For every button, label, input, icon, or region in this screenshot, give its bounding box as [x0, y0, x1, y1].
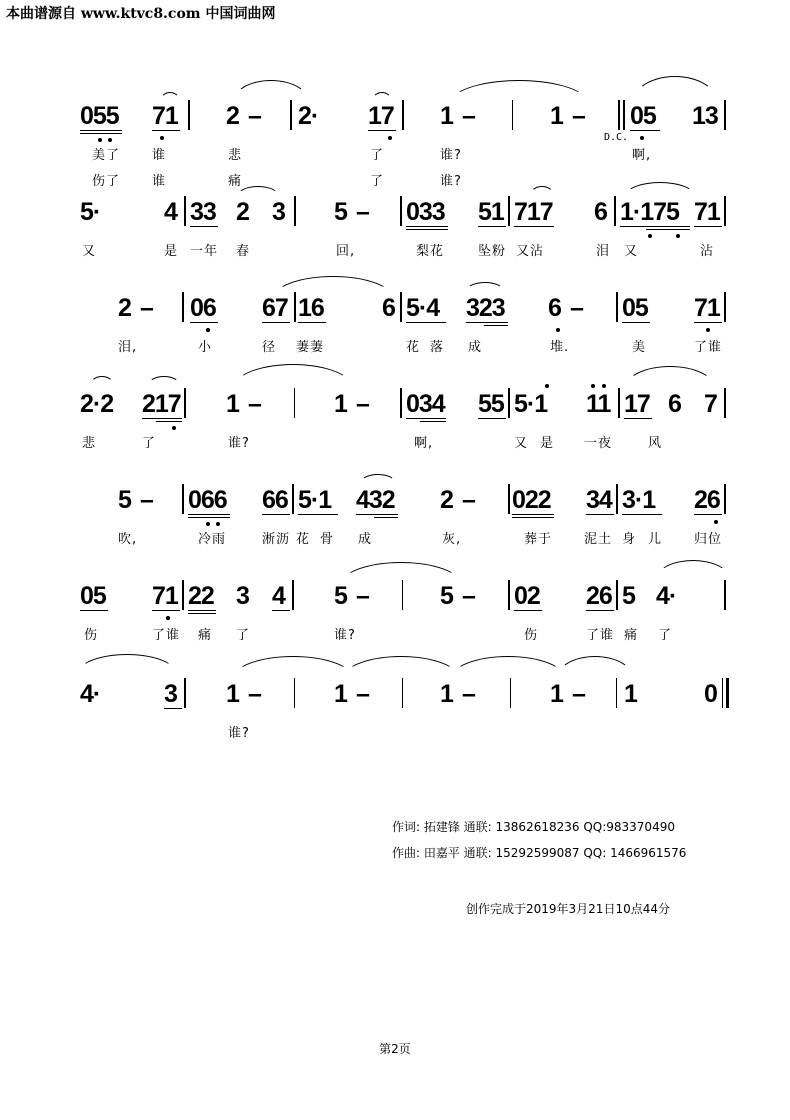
lyric: 谁? [228, 436, 250, 451]
note: 71 [152, 102, 178, 130]
final-barline [726, 678, 729, 708]
lyric: 又 [624, 244, 639, 259]
lyric: 花 [406, 340, 421, 355]
lyric: 泪, [118, 340, 138, 355]
barline [618, 388, 620, 418]
barline [182, 580, 184, 610]
barline [294, 678, 295, 708]
note: 1 [550, 680, 563, 708]
note: 67 [262, 294, 288, 322]
lyric: 是 [164, 244, 179, 259]
lyric: 春 [236, 244, 251, 259]
note: 17 [368, 102, 394, 130]
note: – [356, 582, 369, 610]
note: 066 [188, 486, 227, 514]
note: 6 [548, 294, 561, 322]
lyric: 谁? [440, 148, 462, 163]
note: 6 [594, 198, 607, 226]
note: – [462, 102, 475, 130]
lyric: 花 [296, 532, 311, 547]
note: 66 [262, 486, 288, 514]
barline [614, 196, 616, 226]
note: – [572, 102, 585, 130]
note: 3·1 [622, 486, 656, 514]
barline [724, 388, 726, 418]
note: 51 [478, 198, 504, 226]
note: 06 [190, 294, 216, 322]
barline [182, 484, 184, 514]
barline [400, 388, 402, 418]
score-system-2 [0, 180, 790, 280]
note: 4· [80, 680, 101, 708]
lyric: 萋萋 [296, 340, 325, 355]
barline [616, 580, 618, 610]
barline [512, 100, 513, 130]
note: 5 [334, 582, 347, 610]
note: – [462, 486, 475, 514]
lyric: 骨 [320, 532, 335, 547]
lyric: 吹, [118, 532, 138, 547]
lyric: 谁? [440, 174, 462, 189]
lyric: 痛 [228, 174, 243, 189]
barline [724, 196, 726, 226]
source-header: 本曲谱源自 www.ktvc8.com 中国词曲网 [6, 6, 276, 22]
note: 717 [514, 198, 553, 226]
lyric: 又沾 [516, 244, 545, 259]
barline [292, 484, 294, 514]
note: 1 [226, 390, 239, 418]
note: – [570, 294, 583, 322]
note: – [248, 102, 261, 130]
lyric: 了谁 [152, 628, 181, 643]
note: 1 [550, 102, 563, 130]
note: 5 [622, 582, 635, 610]
note: 2 [440, 486, 453, 514]
note: 4 [164, 198, 177, 226]
lyric: 冷雨 [198, 532, 227, 547]
note: 5·1 [514, 390, 548, 418]
barline [508, 388, 510, 418]
note: 2 [118, 294, 131, 322]
lyric: 葬于 [524, 532, 553, 547]
barline [508, 484, 510, 514]
note: 1 [334, 390, 347, 418]
note: 7 [704, 390, 717, 418]
note: 5· [80, 198, 101, 226]
note: 34 [586, 486, 612, 514]
note: 1 [226, 680, 239, 708]
lyric: 了 [370, 148, 385, 163]
lyric: 悲 [82, 436, 97, 451]
lyric: 伤 [524, 628, 539, 643]
note: 26 [586, 582, 612, 610]
note: 5·1 [298, 486, 332, 514]
note: 2 [226, 102, 239, 130]
barline [402, 100, 404, 130]
lyric: 小 [198, 340, 213, 355]
note: 0 [704, 680, 717, 708]
note: 22 [188, 582, 214, 610]
barline [724, 580, 726, 610]
note: 05 [622, 294, 648, 322]
barline [292, 580, 294, 610]
note: 02 [514, 582, 540, 610]
lyric: 径 [262, 340, 277, 355]
lyric: 回, [336, 244, 356, 259]
lyric: 了 [236, 628, 251, 643]
lyric: 灰, [442, 532, 462, 547]
repeat-barline [618, 100, 620, 130]
note: 4· [656, 582, 677, 610]
lyric: 谁 [152, 174, 167, 189]
note: 6 [668, 390, 681, 418]
lyric: 美 [632, 340, 647, 355]
lyric: 归位 [694, 532, 723, 547]
note: 033 [406, 198, 445, 226]
final-barline [722, 678, 723, 708]
note: 3 [236, 582, 249, 610]
note: 71 [152, 582, 178, 610]
lyric: 美了 [92, 148, 121, 163]
note: 1 [624, 680, 637, 708]
completion-date: 创作完成于2019年3月21日10点44分 [466, 902, 670, 916]
barline [724, 484, 726, 514]
barline [616, 484, 618, 514]
note: 17 [624, 390, 650, 418]
composer-credit: 作曲: 田嘉平 通联: 15292599087 QQ: 1466961576 [392, 846, 687, 860]
barline [402, 678, 403, 708]
lyric: 痛 [198, 628, 213, 643]
barline [616, 292, 618, 322]
barline [510, 678, 511, 708]
lyric: 了 [370, 174, 385, 189]
note: 5·4 [406, 294, 440, 322]
note: 71 [694, 294, 720, 322]
note: 13 [692, 102, 718, 130]
note: – [140, 294, 153, 322]
note: 1 [440, 680, 453, 708]
barline [184, 388, 186, 418]
barline [724, 292, 726, 322]
lyricist-credit: 作词: 拓建锋 通联: 13862618236 QQ:983370490 [392, 820, 675, 834]
barline [188, 100, 190, 130]
note: 432 [356, 486, 395, 514]
note: – [248, 680, 261, 708]
note: 4 [272, 582, 285, 610]
note: 6 [382, 294, 395, 322]
barline [294, 196, 296, 226]
barline [184, 678, 186, 708]
note: 55 [478, 390, 504, 418]
note: 05 [80, 582, 106, 610]
lyric: 痛 [624, 628, 639, 643]
lyric: 一年 [190, 244, 219, 259]
note: 26 [694, 486, 720, 514]
barline [294, 388, 295, 418]
note: 33 [190, 198, 216, 226]
note: 2 [236, 198, 249, 226]
dc-marking: D.C. [604, 132, 629, 143]
barline [294, 292, 296, 322]
lyric: 伤 [84, 628, 99, 643]
note: – [462, 582, 475, 610]
note: 022 [512, 486, 551, 514]
barline [290, 100, 292, 130]
note: 16 [298, 294, 324, 322]
barline [400, 292, 402, 322]
lyric: 泥土 [584, 532, 613, 547]
note: – [248, 390, 261, 418]
note: 3 [272, 198, 285, 226]
lyric: 谁? [334, 628, 356, 643]
lyric: 儿 [648, 532, 663, 547]
lyric: 沾 [700, 244, 715, 259]
note: – [572, 680, 585, 708]
lyric: 淅沥 [262, 532, 291, 547]
lyric: 成 [468, 340, 483, 355]
note: 217 [142, 390, 181, 418]
lyric: 是 [540, 436, 555, 451]
note: 3 [164, 680, 177, 708]
note: 2· [298, 102, 319, 130]
lyric: 又 [514, 436, 529, 451]
note: 1 [440, 102, 453, 130]
score-system-5 [0, 460, 790, 560]
note: 323 [466, 294, 505, 322]
score-system-4 [0, 362, 790, 462]
note: – [140, 486, 153, 514]
note: 05 [630, 102, 656, 130]
note: 2·2 [80, 390, 114, 418]
lyric: 了谁 [586, 628, 615, 643]
page-number: 第2页 [379, 1042, 411, 1056]
barline [724, 100, 726, 130]
lyric: 了谁 [694, 340, 723, 355]
lyric: 坠粉 [478, 244, 507, 259]
note: – [462, 680, 475, 708]
barline [184, 196, 186, 226]
lyric: 泪 [596, 244, 611, 259]
lyric: 伤了 [92, 174, 121, 189]
lyric: 成 [358, 532, 373, 547]
score-system-3 [0, 272, 790, 372]
note: 1·175 [620, 198, 679, 226]
barline [400, 196, 402, 226]
score-system-7 [0, 644, 790, 744]
lyric: 落 [430, 340, 445, 355]
note: 5 [440, 582, 453, 610]
note: – [356, 390, 369, 418]
score-system-6 [0, 556, 790, 656]
lyric: 一夜 [584, 436, 613, 451]
note: 034 [406, 390, 445, 418]
barline [508, 196, 510, 226]
lyric: 梨花 [416, 244, 445, 259]
lyric: 风 [648, 436, 663, 451]
note: – [356, 198, 369, 226]
note: 11 [586, 390, 611, 418]
note: – [356, 680, 369, 708]
barline [616, 678, 617, 708]
lyric: 谁? [228, 726, 250, 741]
lyric: 啊, [414, 436, 434, 451]
lyric: 啊, [632, 148, 652, 163]
note: 5 [118, 486, 131, 514]
barline [402, 580, 403, 610]
note: 055 [80, 102, 119, 130]
lyric: 又 [82, 244, 97, 259]
note: 71 [694, 198, 720, 226]
lyric: 悲 [228, 148, 243, 163]
note: 1 [334, 680, 347, 708]
lyric: 身 [622, 532, 637, 547]
note: 5 [334, 198, 347, 226]
barline [508, 580, 510, 610]
barline [182, 292, 184, 322]
lyric: 谁 [152, 148, 167, 163]
lyric: 了 [658, 628, 673, 643]
lyric: 了 [142, 436, 157, 451]
lyric: 堆. [550, 340, 570, 355]
score-system-1 [0, 80, 790, 189]
